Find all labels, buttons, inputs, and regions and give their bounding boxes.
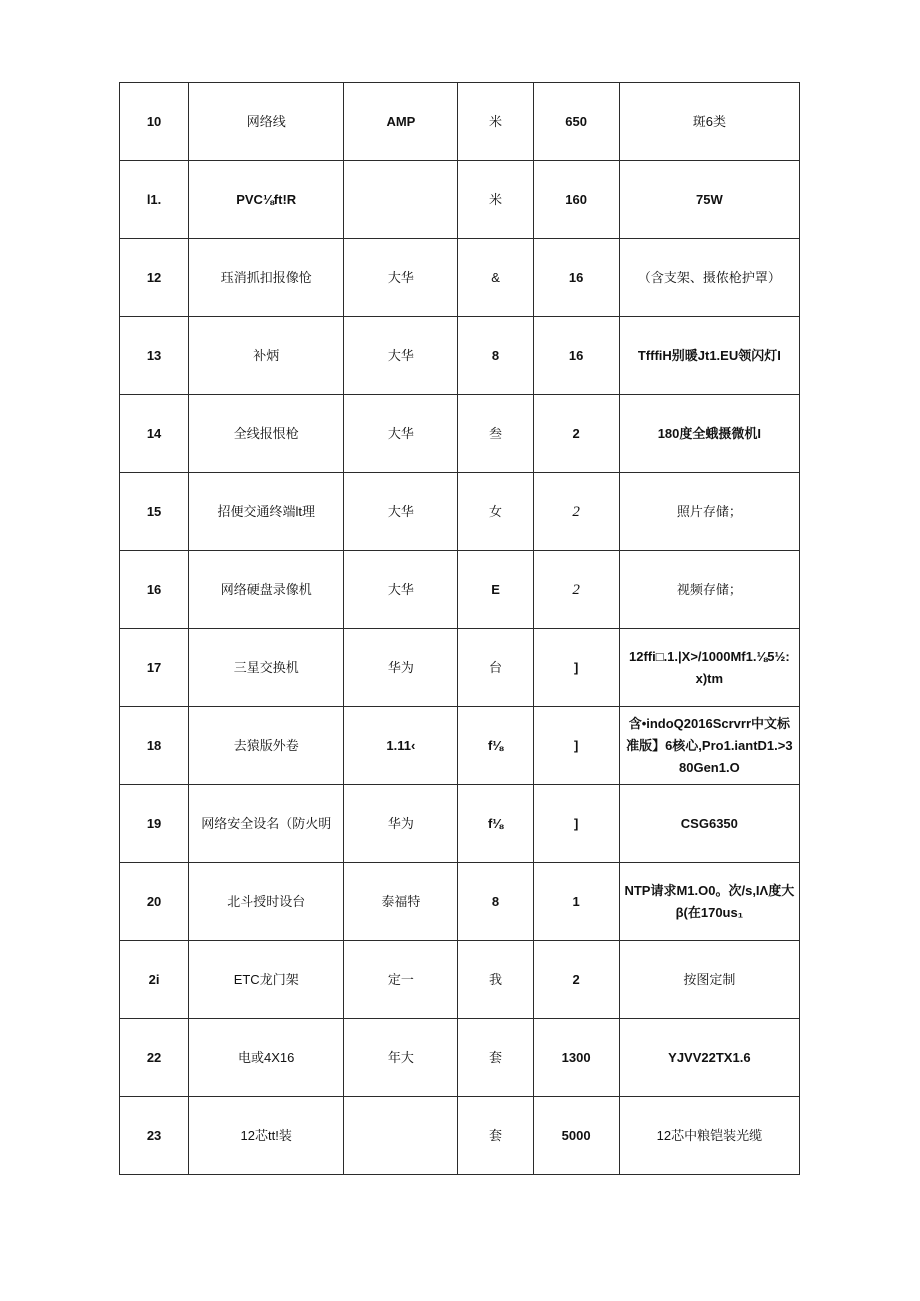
cell-unit: 套 <box>458 1019 533 1097</box>
cell-specification: 按图定制 <box>619 941 799 1019</box>
cell-item-name: 网络安全设名（防火明 <box>189 785 344 863</box>
cell-quantity: 2 <box>533 551 619 629</box>
cell-item-name: 全线报恨枪 <box>189 395 344 473</box>
cell-item-name: 12芯tt!装 <box>189 1097 344 1175</box>
cell-item-number: 20 <box>120 863 189 941</box>
cell-item-number: 13 <box>120 317 189 395</box>
cell-item-name: 电或4X16 <box>189 1019 344 1097</box>
cell-specification: 12芯中粮铠装光缆 <box>619 1097 799 1175</box>
cell-specification: 180度全蛾摄微机I <box>619 395 799 473</box>
equipment-table <box>119 82 800 1175</box>
table-row <box>120 941 800 1019</box>
cell-item-name: 北斗授时设台 <box>189 863 344 941</box>
table-row <box>120 473 800 551</box>
cell-item-number: 12 <box>120 239 189 317</box>
cell-specification: CSG6350 <box>619 785 799 863</box>
cell-unit: 米 <box>458 161 533 239</box>
cell-unit: 台 <box>458 629 533 707</box>
cell-quantity: 2 <box>533 473 619 551</box>
cell-brand: AMP <box>344 83 458 161</box>
cell-item-number: 23 <box>120 1097 189 1175</box>
cell-specification: 斑6类 <box>619 83 799 161</box>
cell-brand: 大华 <box>344 551 458 629</box>
table-row <box>120 317 800 395</box>
cell-brand: 大华 <box>344 473 458 551</box>
cell-item-number: 18 <box>120 707 189 785</box>
cell-brand: 泰福特 <box>344 863 458 941</box>
cell-brand: 大华 <box>344 239 458 317</box>
cell-brand: 年大 <box>344 1019 458 1097</box>
cell-unit: 8 <box>458 863 533 941</box>
cell-specification: NTP请求M1.O0。次/s,IΛ度大β(在170us₁ <box>619 863 799 941</box>
cell-specification: 75W <box>619 161 799 239</box>
cell-brand: 华为 <box>344 785 458 863</box>
cell-unit: E <box>458 551 533 629</box>
table-row <box>120 785 800 863</box>
cell-specification: TfffiH别暖Jt1.EU领闪灯I <box>619 317 799 395</box>
cell-item-number: 19 <box>120 785 189 863</box>
cell-specification: 含•indoQ2016Scrvrr中文标准版】6核心,Pro1.iantD1.>380Gen1.O <box>619 707 799 785</box>
cell-item-name: 招便交通终端lt理 <box>189 473 344 551</box>
table-row <box>120 1097 800 1175</box>
cell-unit: 8 <box>458 317 533 395</box>
cell-item-name: 补炳 <box>189 317 344 395</box>
cell-item-number: 15 <box>120 473 189 551</box>
cell-quantity: 2 <box>533 941 619 1019</box>
cell-item-number: l1. <box>120 161 189 239</box>
table-row <box>120 863 800 941</box>
table-row <box>120 239 800 317</box>
cell-quantity: 2 <box>533 395 619 473</box>
cell-item-name: PVC⅛ft!R <box>189 161 344 239</box>
cell-quantity: 1300 <box>533 1019 619 1097</box>
cell-quantity: 16 <box>533 239 619 317</box>
cell-brand: 大华 <box>344 395 458 473</box>
table-row <box>120 551 800 629</box>
table-row <box>120 83 800 161</box>
cell-item-number: 17 <box>120 629 189 707</box>
cell-item-name: 网络线 <box>189 83 344 161</box>
cell-specification: （含支架、摄侬枪护罩） <box>619 239 799 317</box>
cell-specification: 照片存储； <box>619 473 799 551</box>
cell-brand: 华为 <box>344 629 458 707</box>
cell-quantity: 1 <box>533 863 619 941</box>
cell-quantity: ] <box>533 629 619 707</box>
cell-quantity: 160 <box>533 161 619 239</box>
cell-item-name: 网络硬盘录像机 <box>189 551 344 629</box>
cell-quantity: 16 <box>533 317 619 395</box>
equipment-table-body <box>120 83 800 1175</box>
cell-unit: 我 <box>458 941 533 1019</box>
cell-specification: YJVV22TX1.6 <box>619 1019 799 1097</box>
cell-item-number: 2i <box>120 941 189 1019</box>
cell-brand: 1.11‹ <box>344 707 458 785</box>
cell-specification: 12ffi□.1.|X>/1000Mf1.⅛5½:x)tm <box>619 629 799 707</box>
cell-brand: 大华 <box>344 317 458 395</box>
cell-quantity: 5000 <box>533 1097 619 1175</box>
cell-item-number: 16 <box>120 551 189 629</box>
cell-item-name: 去猿版外卷 <box>189 707 344 785</box>
table-row <box>120 1019 800 1097</box>
cell-unit: 女 <box>458 473 533 551</box>
cell-item-name: ETC龙门架 <box>189 941 344 1019</box>
cell-item-number: 14 <box>120 395 189 473</box>
table-row <box>120 629 800 707</box>
cell-quantity: 650 <box>533 83 619 161</box>
cell-item-name: 珏消抓扣报像怆 <box>189 239 344 317</box>
cell-specification: 视频存储； <box>619 551 799 629</box>
table-row <box>120 707 800 785</box>
cell-unit: f⅛ <box>458 785 533 863</box>
cell-item-number: 22 <box>120 1019 189 1097</box>
cell-quantity: ] <box>533 707 619 785</box>
cell-quantity: ] <box>533 785 619 863</box>
cell-unit: 套 <box>458 1097 533 1175</box>
cell-unit: 叁 <box>458 395 533 473</box>
cell-unit: 米 <box>458 83 533 161</box>
cell-unit: & <box>458 239 533 317</box>
cell-item-name: 三星交换机 <box>189 629 344 707</box>
table-row <box>120 395 800 473</box>
table-row <box>120 161 800 239</box>
cell-brand: 定一 <box>344 941 458 1019</box>
cell-item-number: 10 <box>120 83 189 161</box>
cell-unit: f⅛ <box>458 707 533 785</box>
cell-brand <box>344 1097 458 1175</box>
cell-brand <box>344 161 458 239</box>
